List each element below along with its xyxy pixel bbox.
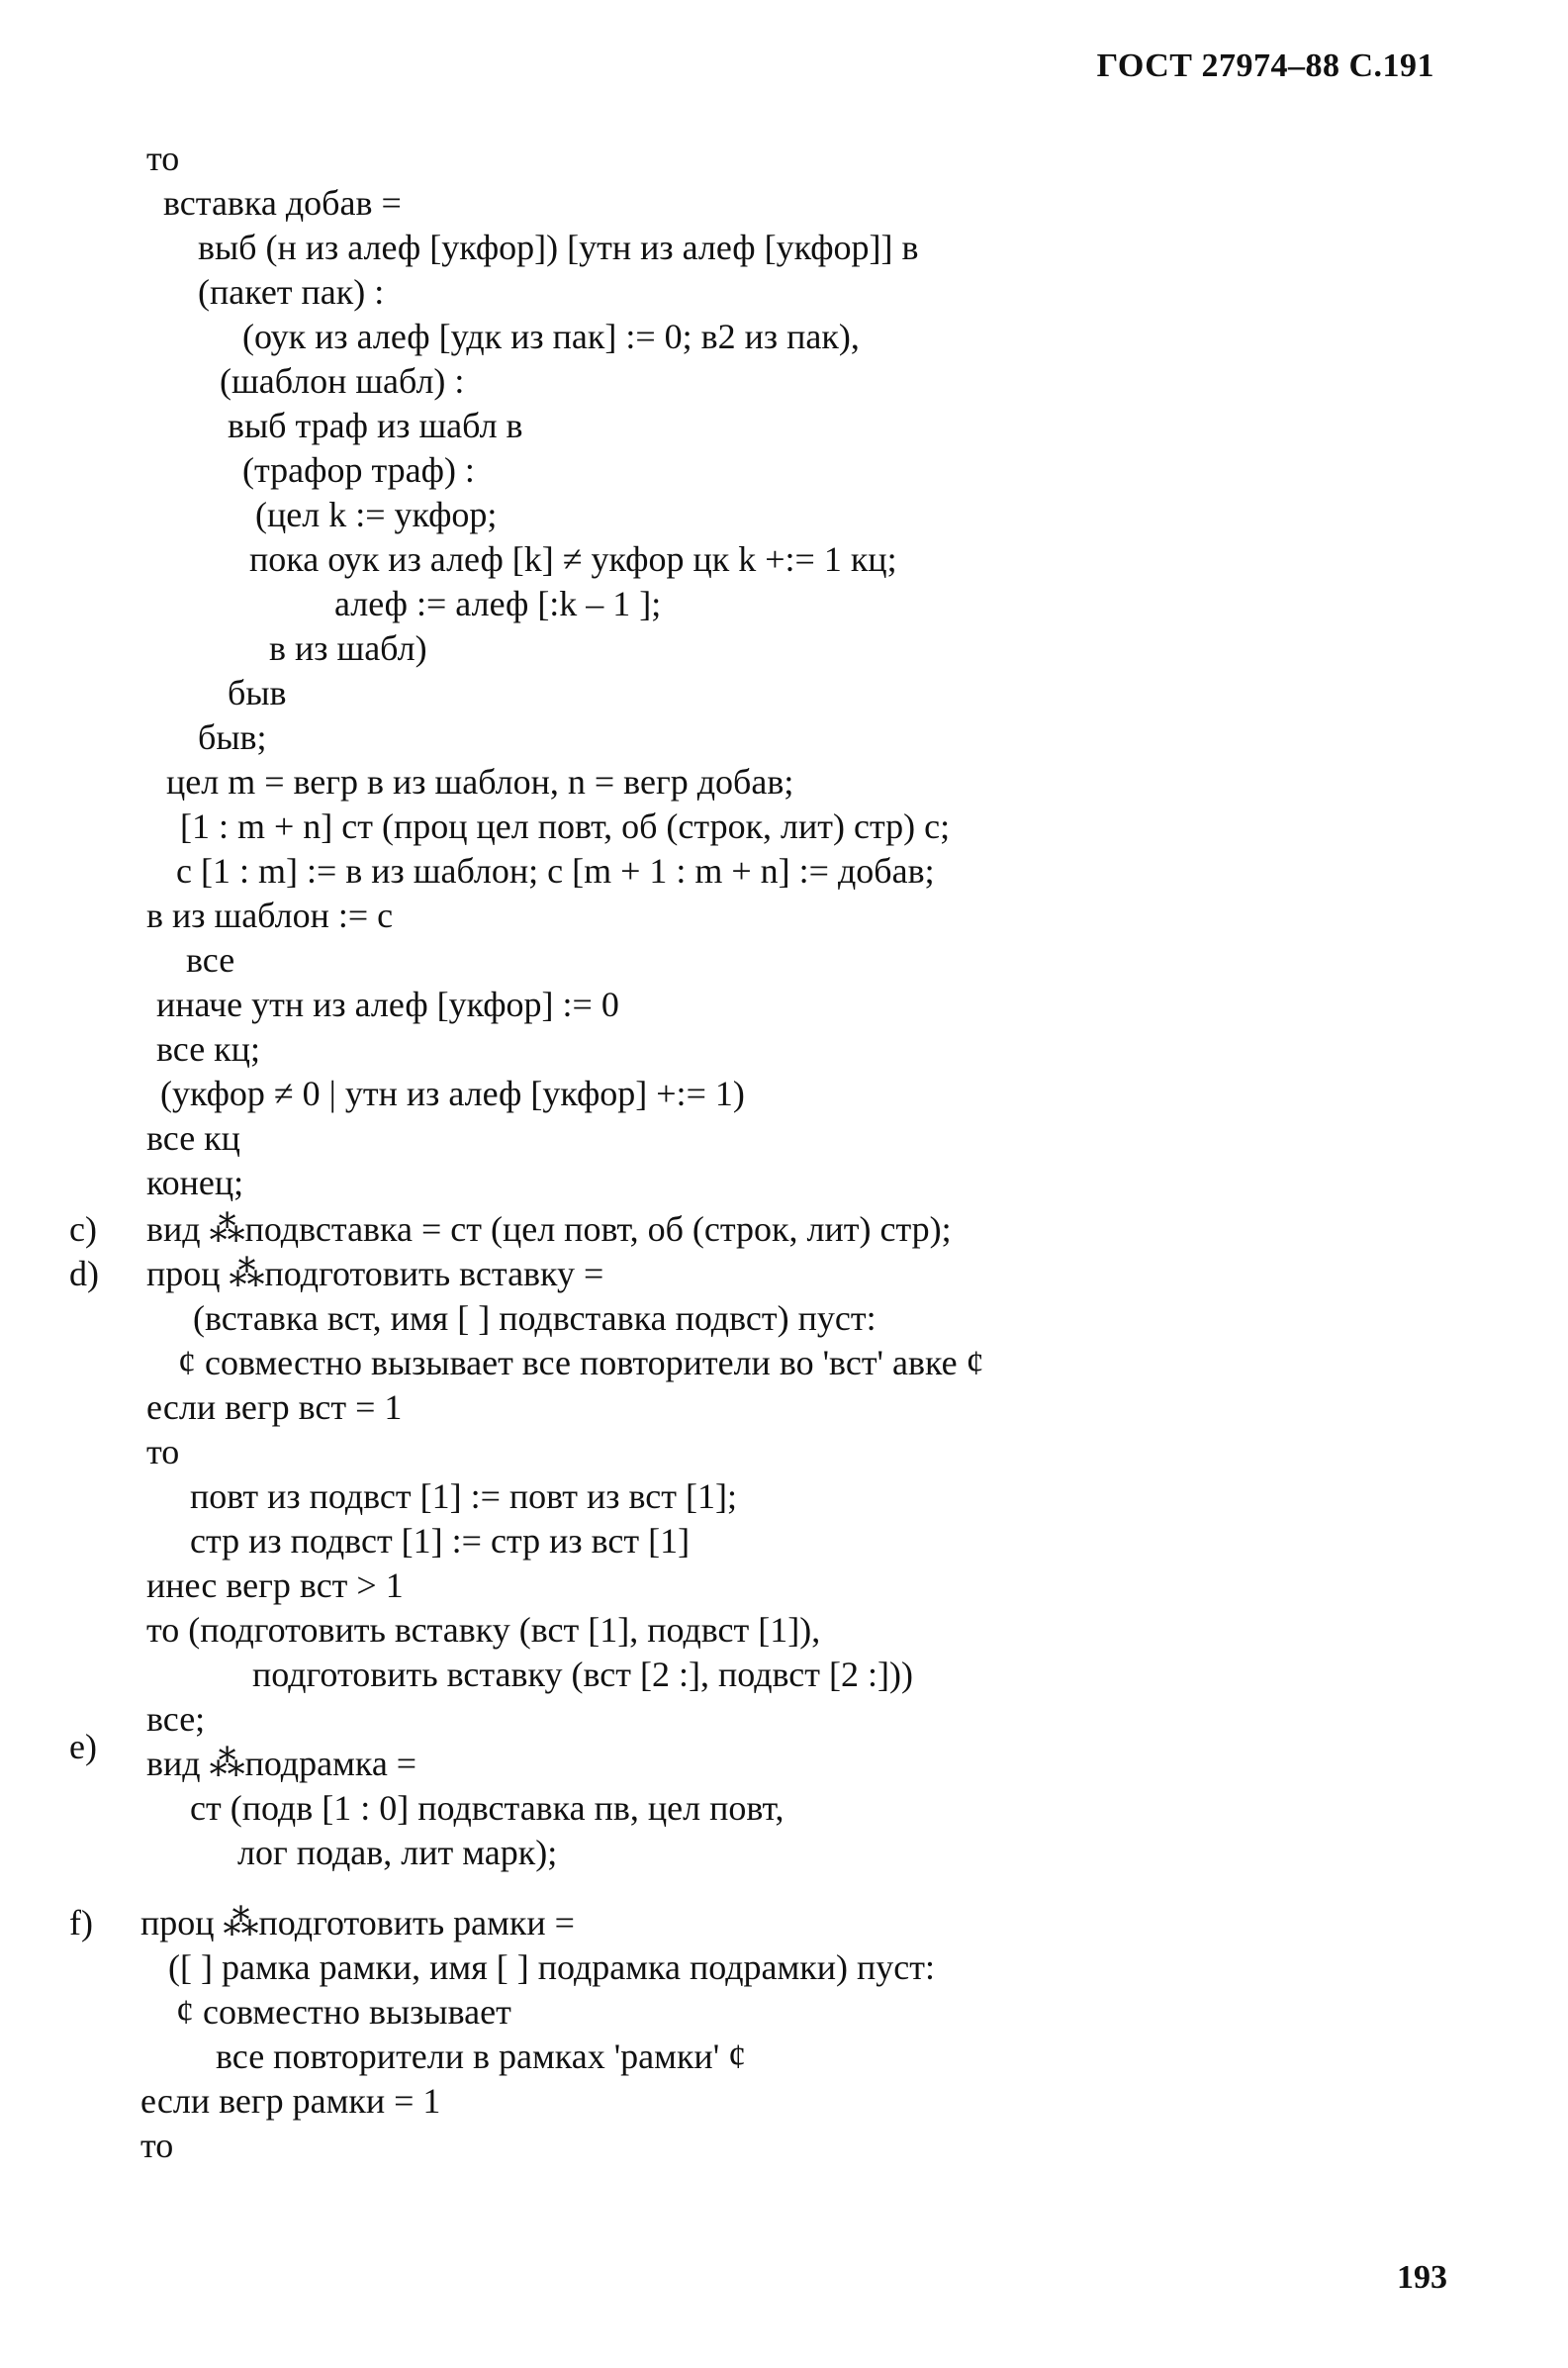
code-line: вид ⁂подвставка = ст (цел повт, об (строк, лит) стр); xyxy=(146,1209,952,1249)
code-line: быв; xyxy=(198,717,267,757)
item-marker-e: e) xyxy=(69,1727,97,1766)
page-header: ГОСТ 27974–88 С.191 xyxy=(1096,47,1434,84)
code-line: цел m = вегр в из шаблон, n = вегр добав; xyxy=(166,762,794,802)
code-line: (укфор ≠ 0 | утн из алеф [укфор] +:= 1) xyxy=(160,1074,745,1113)
code-line: проц ⁂подготовить вставку = xyxy=(146,1254,604,1293)
code-line: то (подготовить вставку (вст [1], подвст [1]), xyxy=(146,1610,821,1650)
code-line: в из шабл) xyxy=(269,628,427,668)
code-line: алеф := алеф [:k – 1 ]; xyxy=(334,584,662,623)
code-line: все кц xyxy=(146,1118,240,1158)
code-line: ст (подв [1 : 0] подвставка пв, цел повт, xyxy=(190,1788,784,1828)
code-line: если вегр рамки = 1 xyxy=(140,2081,441,2121)
code-line: в из шаблон := с xyxy=(146,896,394,935)
code-line: с [1 : m] := в из шаблон; с [m + 1 : m + n] := добав; xyxy=(176,851,935,891)
item-marker-c: c) xyxy=(69,1209,97,1249)
code-line: ¢ совместно вызывает все повторители во 'вст' авке ¢ xyxy=(178,1343,984,1382)
code-line: (оук из алеф [удк из пак] := 0; в2 из пак), xyxy=(242,317,860,356)
code-line: все кц; xyxy=(156,1029,260,1069)
code-line: вид ⁂подрамка = xyxy=(146,1744,417,1783)
code-line: ¢ совместно вызывает xyxy=(176,1992,511,2032)
code-line: конец; xyxy=(146,1163,244,1202)
page-number: 193 xyxy=(1397,2259,1447,2296)
code-line: то xyxy=(140,2126,174,2165)
code-line: (вставка вст, имя [ ] подвставка подвст) пуст: xyxy=(193,1298,876,1338)
code-line: все повторители в рамках 'рамки' ¢ xyxy=(216,2036,747,2076)
item-marker-f: f) xyxy=(69,1903,93,1942)
code-line: ([ ] рамка рамки, имя [ ] подрамка подрамки) пуст: xyxy=(168,1947,936,1987)
code-line: проц ⁂подготовить рамки = xyxy=(140,1903,575,1942)
code-line: вставка добав = xyxy=(163,183,402,223)
code-line: быв xyxy=(228,673,287,712)
code-line: иначе утн из алеф [укфор] := 0 xyxy=(156,985,619,1024)
code-line: (цел k := укфор; xyxy=(255,495,498,534)
code-line: (пакет пак) : xyxy=(198,272,385,312)
code-line: все; xyxy=(146,1699,206,1739)
code-line: [1 : m + n] ст (проц цел повт, об (строк, лит) стр) с; xyxy=(180,806,951,846)
code-line: повт из подвст [1] := повт из вст [1]; xyxy=(190,1476,737,1516)
item-marker-d: d) xyxy=(69,1254,99,1293)
code-line: все xyxy=(186,940,235,980)
code-line: пока оук из алеф [k] ≠ укфор цк k +:= 1 кц; xyxy=(249,539,897,579)
code-line: стр из подвст [1] := стр из вст [1] xyxy=(190,1521,691,1561)
code-line: то xyxy=(146,139,180,178)
code-line: (трафор траф) : xyxy=(242,450,475,490)
code-line: инес вегр вст > 1 xyxy=(146,1565,404,1605)
code-line: выб (н из алеф [укфор]) [утн из алеф [укфор]] в xyxy=(198,228,919,267)
code-line: лог подав, лит марк); xyxy=(237,1833,558,1872)
code-line: (шаблон шабл) : xyxy=(220,361,465,401)
code-line: если вегр вст = 1 xyxy=(146,1387,403,1427)
code-line: подготовить вставку (вст [2 :], подвст [2 :])) xyxy=(252,1655,913,1694)
code-line: то xyxy=(146,1432,180,1471)
code-line: выб траф из шабл в xyxy=(228,406,523,445)
